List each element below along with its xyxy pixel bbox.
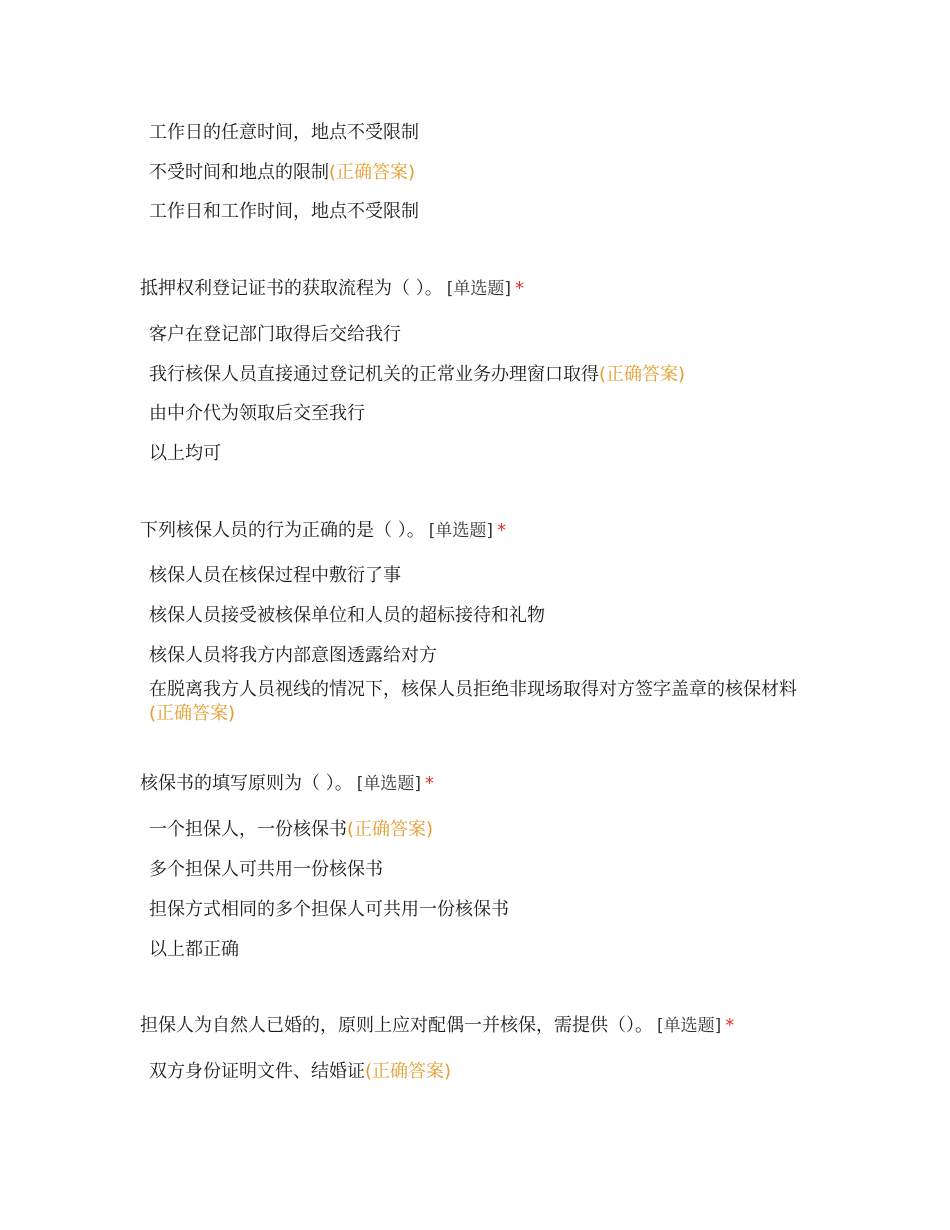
option-text: 以上均可 — [149, 443, 221, 464]
required-mark: * — [515, 278, 524, 299]
question-text: 担保人为自然人已婚的，原则上应对配偶一并核保，需提供（）。 — [140, 1015, 653, 1036]
option-text: 担保方式相同的多个担保人可共用一份核保书 — [149, 899, 509, 920]
correct-answer-label: (正确答案) — [365, 1061, 452, 1082]
question-title — [140, 1014, 900, 1038]
correct-answer-label: (正确答案) — [149, 703, 236, 724]
option-item — [149, 898, 809, 922]
question-text: 抵押权利登记证书的获取流程为（ ）。 — [140, 278, 443, 299]
question-type-tag: [单选题] — [356, 774, 421, 794]
option-item — [149, 363, 809, 387]
option-text: 双方身份证明文件、结婚证 — [149, 1061, 365, 1082]
correct-answer-label: (正确答案) — [599, 364, 686, 385]
option-item — [149, 442, 809, 466]
option-item — [149, 323, 809, 347]
option-item — [149, 644, 809, 668]
question-text: 核保书的填写原则为（ ）。 — [140, 773, 353, 794]
option-item — [149, 604, 809, 628]
question-type-tag: [单选题] — [428, 521, 493, 541]
option-item — [149, 161, 809, 185]
question-title — [140, 277, 860, 301]
option-item — [149, 121, 809, 145]
question-type-tag: [单选题] — [446, 279, 511, 299]
option-text: 核保人员将我方内部意图透露给对方 — [149, 645, 437, 666]
option-text: 客户在登记部门取得后交给我行 — [149, 324, 401, 345]
option-text: 不受时间和地点的限制 — [149, 162, 329, 183]
required-mark: * — [725, 1015, 735, 1036]
option-text: 核保人员在核保过程中敷衍了事 — [149, 565, 401, 586]
option-item — [149, 858, 809, 882]
option-text: 工作日和工作时间，地点不受限制 — [149, 201, 419, 222]
option-item — [149, 678, 809, 726]
required-mark: * — [497, 520, 506, 541]
option-item — [149, 938, 809, 962]
question-type-tag: [单选题] — [657, 1016, 722, 1036]
option-text: 核保人员接受被核保单位和人员的超标接待和礼物 — [149, 605, 545, 626]
correct-answer-label: (正确答案) — [347, 819, 434, 840]
option-text: 以上都正确 — [149, 939, 239, 960]
option-text: 在脱离我方人员视线的情况下，核保人员拒绝非现场取得对方签字盖章的核保材料 — [149, 679, 797, 700]
question-title — [140, 772, 860, 796]
option-text: 由中介代为领取后交至我行 — [149, 403, 365, 424]
option-item — [149, 818, 809, 842]
option-text: 多个担保人可共用一份核保书 — [149, 859, 383, 880]
option-item — [149, 1060, 809, 1084]
option-item — [149, 402, 809, 426]
option-item — [149, 564, 809, 588]
option-text: 我行核保人员直接通过登记机关的正常业务办理窗口取得 — [149, 364, 599, 385]
option-text: 工作日的任意时间，地点不受限制 — [149, 122, 419, 143]
question-text: 下列核保人员的行为正确的是（ ）。 — [140, 520, 425, 541]
option-item — [149, 200, 809, 224]
question-title — [140, 519, 860, 543]
required-mark: * — [425, 773, 434, 794]
option-text: 一个担保人，一份核保书 — [149, 819, 347, 840]
correct-answer-label: (正确答案) — [329, 162, 416, 183]
